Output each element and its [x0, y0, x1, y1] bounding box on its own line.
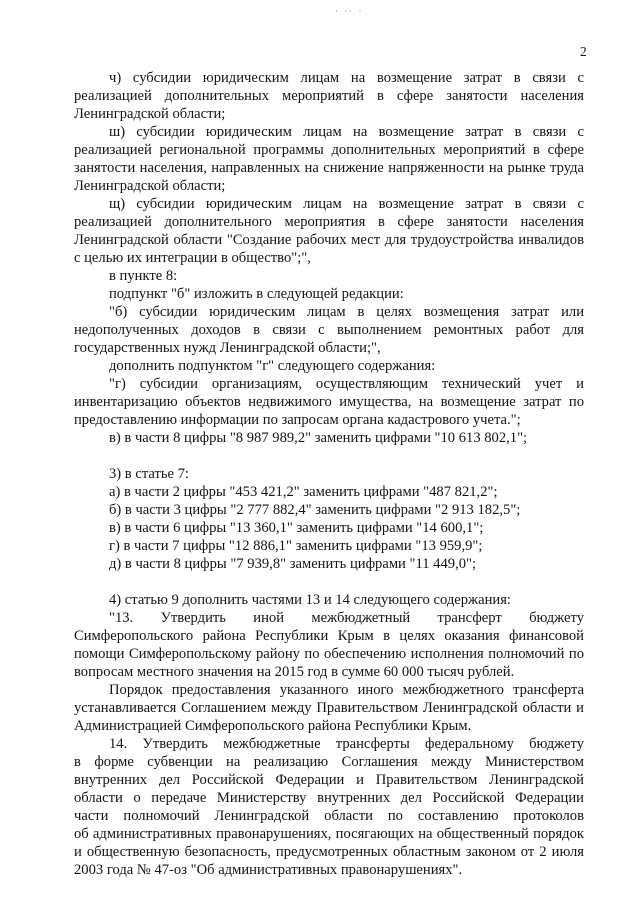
paragraph-line: государственных нужд Ленинградской области;", [74, 340, 381, 356]
paragraph-line: вопросам местного значения на 2015 год в сумме 60 000 тысяч рублей. [74, 664, 515, 680]
paragraph-line: "г) субсидии организациям, осуществляющим технический учет и [109, 376, 584, 392]
paragraph-line: Ленинградской области "Создание рабочих мест для трудоустройства инвалидов [74, 232, 584, 248]
paragraph-line: в пункте 8: [109, 268, 178, 284]
page-number: 2 [580, 44, 587, 59]
paragraph-line: в) в части 8 цифры "8 987 989,2" заменить цифрами "10 613 802,1"; [109, 430, 528, 446]
paragraph-line: части полномочий Ленинградской области по составлению протоколов [74, 808, 584, 824]
paragraph-line: Ленинградской области; [74, 178, 226, 194]
paragraph-line: "б) субсидии юридическим лицам в целях возмещения затрат или [109, 304, 584, 320]
paragraph-line: Симферопольского района Республики Крым в целях оказания финансовой [74, 628, 584, 644]
paragraph-line: области о передаче Министерству внутренних дел Российской Федерации [74, 790, 584, 806]
paragraph-line: Ленинградской области; [74, 106, 226, 122]
paragraph-line: реализацией дополнительного мероприятия в сфере занятости населения [74, 214, 584, 230]
paragraph-line: инвентаризацию объектов недвижимого имущества, на возмещение затрат по [74, 394, 584, 410]
paragraph-line: занятости населения, направленных на снижение напряженности на рынке труда [74, 160, 584, 176]
paragraph-line: 3) в статье 7: [109, 466, 189, 482]
paragraph-line: в форме субвенции на реализацию Соглашения между Министерством [74, 754, 584, 770]
paragraph-line: 14. Утвердить межбюджетные трансферты федеральному бюджету [109, 736, 584, 752]
paragraph-line: устанавливается Соглашением между Правительством Ленинградской области и [74, 700, 584, 716]
paragraph-line: реализацией дополнительных мероприятий в сфере занятости населения [74, 88, 584, 104]
list-item: г) в части 7 цифры "12 886,1" заменить цифрами "13 959,9"; [109, 538, 483, 554]
scan-marks: · ·· · [335, 6, 364, 16]
paragraph-line: Порядок предоставления указанного иного межбюджетного трансферта [109, 682, 584, 698]
list-item: б) в части 3 цифры "2 777 882,4" заменить цифрами "2 913 182,5"; [109, 502, 521, 518]
paragraph-line: ш) субсидии юридическим лицам на возмещение затрат в связи с [109, 124, 584, 140]
paragraph-line: внутренних дел Российской Федерации и Правительством Ленинградской [74, 772, 584, 788]
paragraph-line: щ) субсидии юридическим лицам на возмещение затрат в связи с [109, 196, 584, 212]
list-item: д) в части 8 цифры "7 939,8" заменить цифрами "11 449,0"; [109, 556, 477, 572]
list-item: а) в части 2 цифры "453 421,2" заменить цифрами "487 821,2"; [109, 484, 498, 500]
paragraph-line: 2003 года № 47-оз "Об административных правонарушениях". [74, 862, 463, 878]
paragraph-line: недополученных доходов в связи с выполнением ремонтных работ для [74, 322, 584, 338]
paragraph-line: реализацией региональной программы дополнительных мероприятий в сфере [74, 142, 584, 158]
paragraph-line: ч) субсидии юридическим лицам на возмещение затрат в связи с [109, 70, 584, 86]
paragraph-line: 4) статью 9 дополнить частями 13 и 14 следующего содержания: [109, 592, 511, 608]
paragraph-line: "13. Утвердить иной межбюджетный трансферт бюджету [109, 610, 584, 626]
paragraph-line: и общественную безопасность, предусмотренных областным законом от 2 июля [74, 844, 584, 860]
paragraph-line: Администрацией Симферопольского района Республики Крым. [74, 718, 472, 734]
paragraph-line: подпункт "б" изложить в следующей редакции: [109, 286, 404, 302]
paragraph-line: с целью их интеграции в общество";", [74, 250, 311, 266]
paragraph-line: об административных правонарушениях, посягающих на общественный порядок [74, 826, 584, 842]
paragraph-line: помощи Симферопольскому району по обеспечению исполнения полномочий по [74, 646, 584, 662]
list-item: в) в части 6 цифры "13 360,1" заменить цифрами "14 600,1"; [109, 520, 484, 536]
paragraph-line: дополнить подпунктом "г" следующего содержания: [109, 358, 436, 374]
paragraph-line: предоставлению информации по запросам органа кадастрового учета."; [74, 412, 521, 428]
